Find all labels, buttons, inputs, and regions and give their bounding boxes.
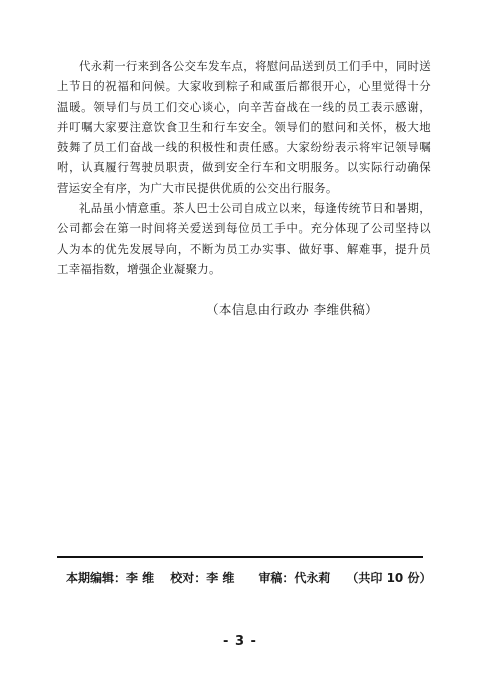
article-credit: （本信息由行政办 李维供稿）	[206, 302, 379, 317]
article-paragraph: 礼品虽小情意重。茶人巴士公司自成立以来，每逢传统节日和暑期，公司都会在第一时间将关爱送到每位员工手中。充分体现了公司坚持以人为本的优先发展导向，不断为员工办实事、做好事、解难事，提升员工幸福指数，增强企业凝聚力。	[57, 201, 431, 276]
editor-label: 本期编辑：李 维	[66, 571, 155, 585]
article-body	[57, 56, 431, 279]
reviewer-label: 审稿：代永莉	[258, 571, 331, 585]
page-number: - 3 -	[223, 634, 257, 649]
proofreader-label: 校对：李 维	[170, 571, 235, 585]
article-paragraph: 代永莉一行来到各公交车发车点，将慰问品送到员工们手中，同时送上节日的祝福和问候。大家收到粽子和咸蛋后都很开心，心里觉得十分温暖。领导们与员工们交心谈心，向辛苦奋战在一线的员工表示感谢，并叮嘱大家要注意饮食卫生和行车安全。领导们的慰问和关怀，极大地鼓舞了员工们奋战一线的积极性和责任感。大家纷纷表示将牢记领导嘱咐，认真履行驾驶员职责，做到安全行车和文明服务。以实际行动确保营运安全有序，为广大市民提供优质的公交出行服务。	[57, 59, 431, 195]
footer-divider	[57, 556, 423, 558]
print-count-label: （共印 10 份）	[346, 571, 432, 585]
issue-info	[66, 571, 431, 586]
